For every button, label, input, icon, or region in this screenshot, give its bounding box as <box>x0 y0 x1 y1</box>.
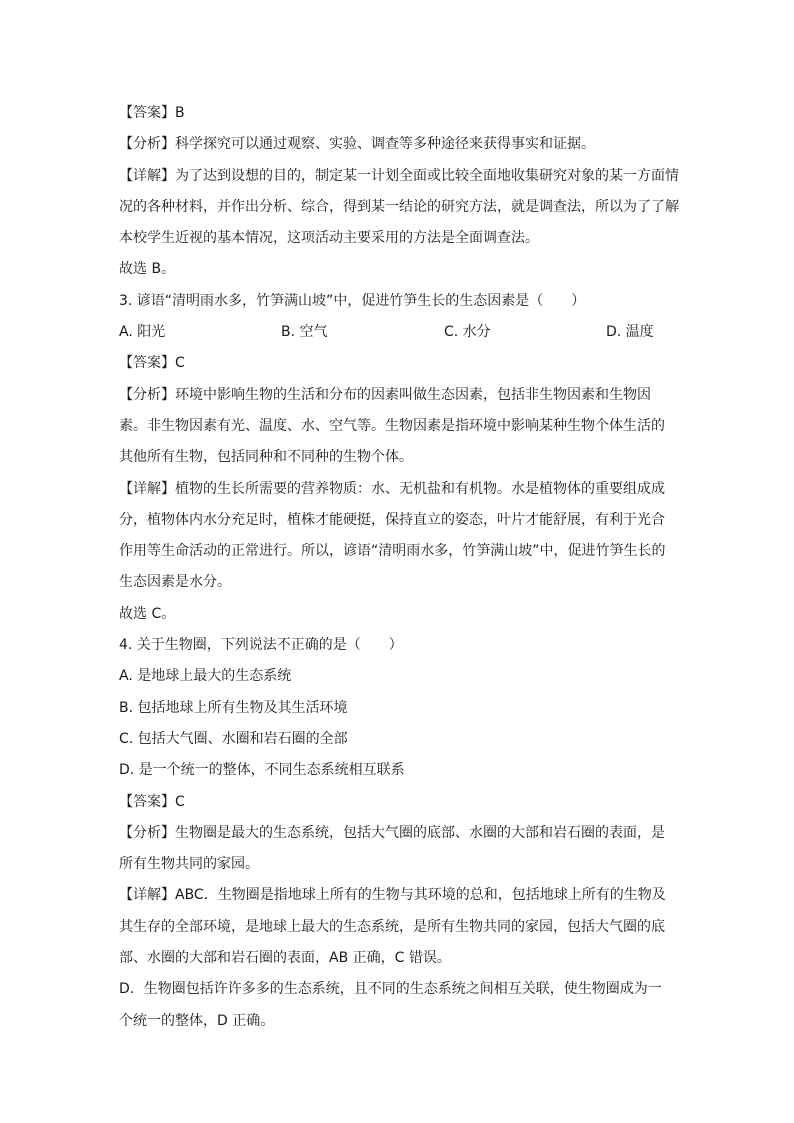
choice-conclusion: 故选 C。 <box>119 605 176 622</box>
analysis-text: 所有生物共同的家园。 <box>119 856 259 873</box>
question-3-options <box>119 317 679 348</box>
question-3-stem: 3. 谚语“清明雨水多，竹笋满山坡”中，促进竹笋生长的生态因素是（ ） <box>119 292 586 309</box>
option-c: C. 包括大气圈、水圈和岩石圈的全部 <box>119 730 348 747</box>
explanation-text: D．生物圈包括许许多多的生态系统，且不同的生态系统之间相互关联，使生物圈成为一 <box>119 981 662 998</box>
explanation-text: 分，植物体内水分充足时，植株才能硬挺，保持直立的姿态，叶片才能舒展，有利于光合 <box>119 511 665 528</box>
question-4-stem: 4. 关于生物圈，下列说法不正确的是（ ） <box>119 637 403 654</box>
explanation-text: 【详解】ABC．生物圈是指地球上所有的生物与其环境的总和，包括地球上所有的生物及 <box>119 887 666 904</box>
explanation-text: 个统一的整体，D 正确。 <box>119 1012 275 1029</box>
explanation-text: 【详解】植物的生长所需要的营养物质：水、无机盐和有机物。水是植物体的重要组成成 <box>119 480 665 497</box>
option-b: B. 包括地球上所有生物及其生活环境 <box>119 699 348 716</box>
option-d: D. 是一个统一的整体，不同生态系统相互联系 <box>119 762 405 779</box>
answer-label: 【答案】C <box>119 793 185 810</box>
answer-label: 【答案】B <box>119 105 185 121</box>
analysis-text: 【分析】环境中影响生物的生活和分布的因素叫做生态因素，包括非生物因素和生物因 <box>119 386 651 403</box>
option-a: A. 是地球上最大的生态系统 <box>119 668 292 685</box>
analysis-text: 素。非生物因素有光、温度、水、空气等。生物因素是指环境中影响某种生物个体生活的 <box>119 417 665 434</box>
analysis-text: 其他所有生物，包括同种和不同种的生物个体。 <box>119 449 413 466</box>
answer-label: 【答案】C <box>119 355 185 372</box>
option-a: A. 阳光 <box>119 324 166 341</box>
option-c: C. 水分 <box>444 324 491 341</box>
explanation-text: 【详解】为了达到设想的目的，制定某一计划全面或比较全面地收集研究对象的某一方面情 <box>119 167 679 184</box>
explanation-text: 况的各种材料，并作出分析、综合，得到某一结论的研究方法，就是调查法，所以为了了解 <box>119 198 679 215</box>
document-body <box>119 98 679 1037</box>
analysis-text: 【分析】科学探究可以通过观察、实验、调查等多种途径来获得事实和证据。 <box>119 136 595 153</box>
option-b: B. 空气 <box>281 324 328 341</box>
option-d: D. 温度 <box>606 324 654 341</box>
explanation-text: 部、水圈的大部和岩石圈的表面，AB 正确，C 错误。 <box>119 950 451 967</box>
explanation-text: 生态因素是水分。 <box>119 574 231 591</box>
explanation-text: 本校学生近视的基本情况，这项活动主要采用的方法是全面调查法。 <box>119 230 539 247</box>
explanation-text: 其生存的全部环境，是地球上最大的生态系统，是所有生物共同的家园，包括大气圈的底 <box>119 918 665 935</box>
explanation-text: 作用等生命活动的正常进行。所以，谚语“清明雨水多，竹笋满山坡”中，促进竹笋生长的 <box>119 543 666 560</box>
choice-conclusion: 故选 B。 <box>119 261 176 278</box>
analysis-text: 【分析】生物圈是最大的生态系统，包括大气圈的底部、水圈的大部和岩石圈的表面，是 <box>119 824 665 841</box>
